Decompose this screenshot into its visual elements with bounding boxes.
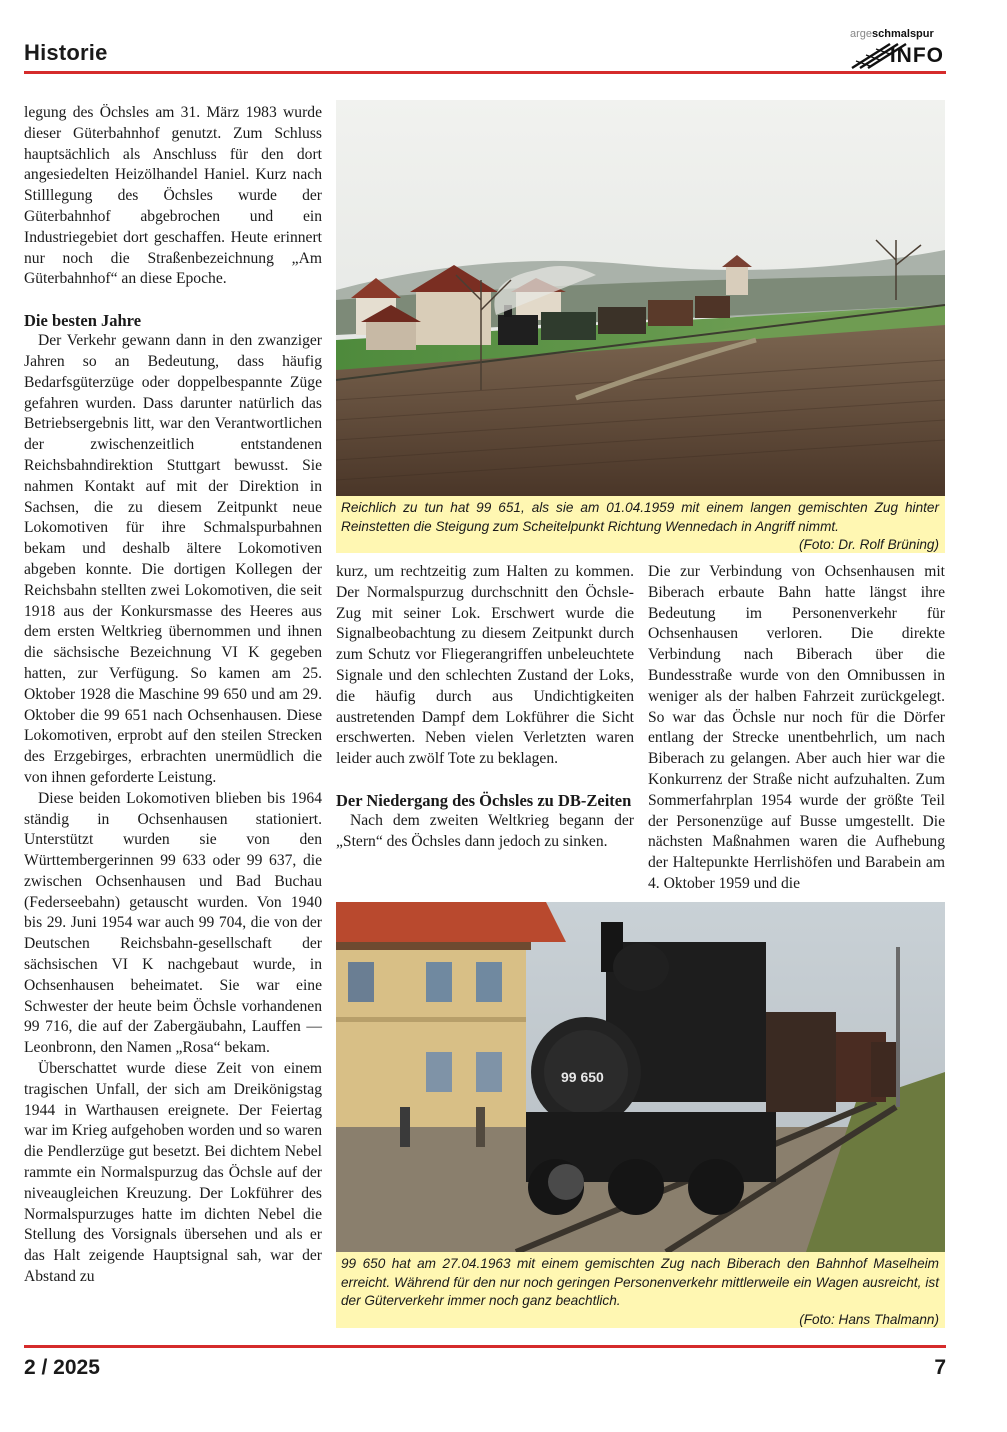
logo-prefix: arge: [850, 28, 873, 40]
text-column-3: [648, 562, 945, 895]
paragraph: Nach dem zweiten Weltkrieg begann der „Stern“ des Öchsles dann jedoch zu sinken.: [336, 811, 634, 850]
issue-number: 2 / 2025: [24, 1356, 100, 1379]
paragraph: Der Verkehr gewann dann in den zwanziger Jahren so an Bedeutung, dass häufig Bedarfsgüterzüge oder doppelbespannte Züge gefahren wurden. Dass darunter natürlich das Betriebsergebnis litt, war den Verantwortlichen der zwischenzeitlich entstandenen Reichsbahndirektion Stuttgart bewusst. Sie nahmen Kontakt auf mit der Direktion in Sachsen, die zu diesem Zeitpunkt neue Lokomotiven für ihre Schmalspurbahnen bekam und deshalb ältere Lokomotiven abgeben konnte. Die dortigen Kollegen der Reichsbahn stellten zwei Lokomotiven, die seit 1918 aus der Konkursmasse des Heeres aus dem ersten Weltkrieg übernommen und ihnen die sächsische Bezeichnung VI K gegeben hatten, zur Verfügung. So kamen am 25. Oktober 1928 die Maschine 99 650 und am 29. Oktober die 99 651 nach Ochsenhausen. Diese Lokomotiven, erprobt auf den steilen Strecken des Erzgebirges, erbrachten unermüdlich die von ihnen geforderte Leistung.: [24, 332, 322, 786]
arge-schmalspur-logo: [850, 28, 946, 70]
paragraph: Überschattet wurde diese Zeit von einem tragischen Unfall, der sich am Dreikönigstag 1944 in Warthausen ereignete. Der Feiertag war im Krieg aufgehoben worden und so waren die Pendlerzüge gut besetzt. Bei dichtem Nebel rammte ein Normalspurzug das Öchsle auf der niveaugleichen Kreuzung. Der Lokführer des Normalspurzuges hatte im dichten Nebel die Stellung des Vorsignals übersehen und als er das Halt zeigende Hauptsignal sah, war der Abstand zu: [24, 1060, 322, 1286]
text-column-2: [336, 562, 634, 853]
section-title: Historie: [24, 40, 108, 65]
section-heading: Die besten Jahre: [24, 311, 142, 331]
text-column-1: [24, 103, 322, 1288]
paragraph: Die zur Verbindung von Ochsenhausen mit Biberach erbaute Bahn hatte längst ihre Bedeutung im Personenverkehr für Ochsenhausen verloren. Die direkte Verbindung nach Biberach über die Bundesstraße wurde von den Omnibussen in weniger als der halben Fahrzeit zurückgelegt. So war das Öchsle nur noch für die Dörfer entlang der Strecke unentbehrlich, um nach Biberach zu gelangen. Aber auch hier war die Konkurrenz der Straße nicht aufzuhalten. Zum Sommerfahrplan 1954 wurde der größte Teil der Personenzüge auf Busse umgestellt. Die nächsten Maßnahmen waren die Aufhebung der Haltepunkte Herrlishöfen und Barabein am 4. Oktober 1959 und die: [648, 563, 945, 892]
photo-train-landscape: [336, 100, 945, 496]
header-rule: [24, 71, 946, 74]
photo-credit: (Foto: Dr. Rolf Brüning): [798, 537, 939, 552]
photo-caption: [336, 1252, 945, 1328]
loco-number-plate: 99 650: [561, 1069, 604, 1085]
section-heading: Der Niedergang des Öchsles zu DB-Zeiten: [336, 790, 632, 810]
photo-locomotive-station: [336, 902, 945, 1252]
caption-text: 99 650 hat am 27.04.1963 mit einem gemischten Zug nach Biberach den Bahnhof Maselheim erreicht. Während für den nur noch geringen Personenverkehr mittlerweile ein Wagen ausreicht, ist der Güterverkehr immer noch ganz beachtlich.: [341, 1256, 939, 1308]
footer-rule: [24, 1345, 946, 1348]
page-number: 7: [934, 1356, 946, 1379]
photo-credit: (Foto: Hans Thalmann): [799, 1311, 939, 1327]
logo-info: INFO: [889, 44, 944, 67]
paragraph: kurz, um rechtzeitig zum Halten zu kommen. Der Normalspurzug durchschnitt den Öchsle-Zug mit seiner Lok. Erschwert wurde die Signalbeobachtung zu diesem Zeitpunkt durch zum Schutz vor Fliegerangriffen unbeleuchtete Signale und den schlechten Zustand der Loks, die häufig durch aus Undichtigkeiten austretenden Dampf dem Lokführer die Sicht erschwerten. Neben vielen Verletzten waren leider auch zwölf Tote zu beklagen.: [336, 563, 634, 768]
photo-caption: [336, 496, 945, 553]
paragraph: Diese beiden Lokomotiven blieben bis 1964 ständig in Ochsenhausen stationiert. Unterstützt wurden sie von den Württembergerinnen 99 633 oder 99 637, die zwischen Ochsenhausen und Bad Buchau (Federseebahn) getauscht wurden. Von 1940 bis 29. Juni 1954 war auch 99 704, die von der Deutschen Reichsbahn-gesellschaft der sächsischen VI K nachgebaut wurde, in Ochsenhausen beheimatet. Sie war eine Schwester der heute beim Öchsle vorhandenen 99 716, die auf der Zabergäubahn, Lauffen —Leonbronn, den Namen „Rosa“ bekam.: [24, 789, 322, 1057]
paragraph: legung des Öchsles am 31. März 1983 wurde dieser Güterbahnhof genutzt. Zum Schluss hauptsächlich als Anschluss für den dort angesiedelten Heizölhandel Haniel. Kurz nach Stilllegung des Öchsles wurde der Güterbahnhof abgebrochen und ein Industriegebiet dort geschaffen. Heute erinnert nur noch die Straßenbezeichnung „Am Güterbahnhof“ an diese Epoche.: [24, 104, 322, 288]
caption-text: Reichlich zu tun hat 99 651, als sie am 01.04.1959 mit einem langen gemischten Zug hinter Reinstetten die Steigung zum Scheitelpunkt Richtung Wennedach in Angriff nimmt.: [341, 500, 939, 534]
logo-name: schmalspur: [872, 28, 934, 40]
